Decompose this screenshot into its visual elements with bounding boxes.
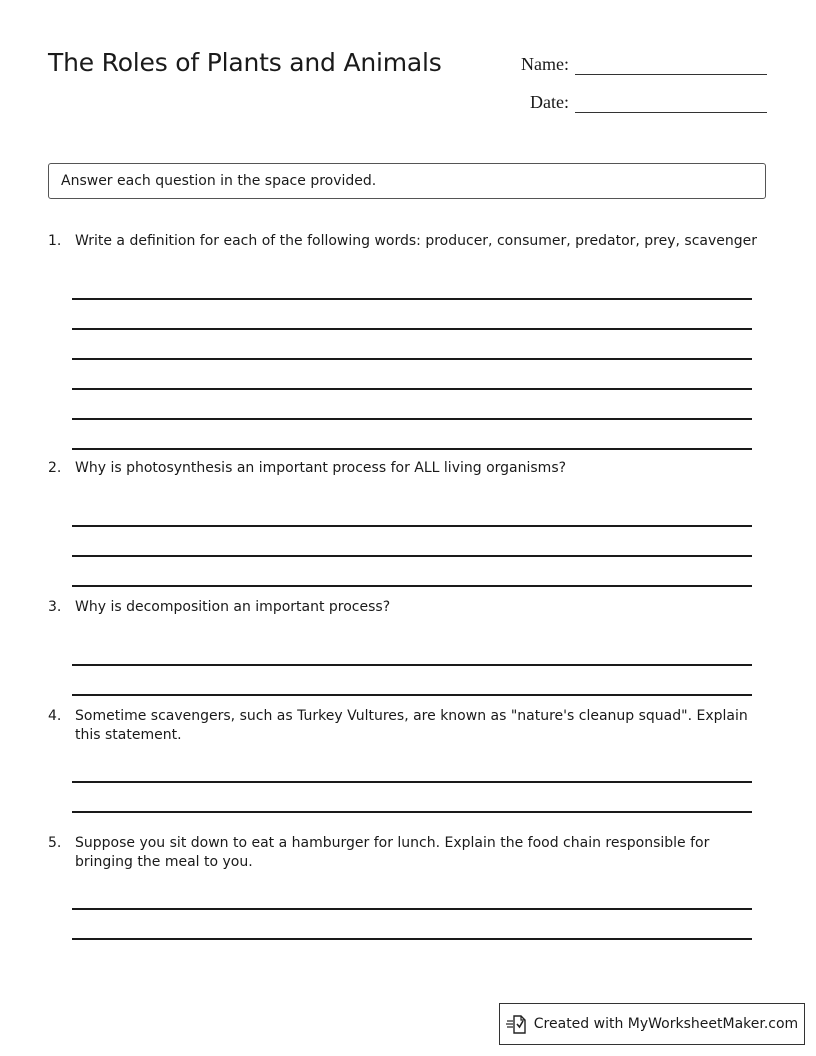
question-text: Sometime scavengers, such as Turkey Vultures, are known as "nature's cleanup squad". Explain this statement. [75,708,748,743]
page-title: The Roles of Plants and Animals [48,48,442,77]
question-3 [48,598,768,696]
name-field [509,54,767,75]
instructions-text: Answer each question in the space provided. [61,173,377,189]
answer-line[interactable] [72,557,752,587]
date-label: Date: [530,92,569,112]
question-text: Why is photosynthesis an important process for ALL living organisms? [75,460,567,476]
question-text: Write a definition for each of the following words: producer, consumer, predator, prey, scavenger [75,233,758,249]
question-number: 2. [48,460,62,476]
instructions-box [48,163,766,199]
answer-line[interactable] [72,636,752,666]
worksheet-maker-logo-icon [506,1013,528,1035]
answer-line[interactable] [72,360,752,390]
question-number: 3. [48,599,62,615]
question-text: Suppose you sit down to eat a hamburger for lunch. Explain the food chain responsible for bringing the meal to you. [75,835,710,870]
question-number: 5. [48,835,62,851]
question-4 [48,707,768,813]
question-number: 4. [48,708,62,724]
question-text: Why is decomposition an important process? [75,599,391,615]
answer-area[interactable] [72,270,752,450]
answer-line[interactable] [72,753,752,783]
name-label: Name: [521,54,569,74]
answer-line[interactable] [72,420,752,450]
footer-text: Created with MyWorksheetMaker.com [533,1016,799,1032]
answer-area[interactable] [72,636,752,696]
question-2 [48,459,768,587]
question-1 [48,232,768,450]
answer-line[interactable] [72,270,752,300]
answer-line[interactable] [72,666,752,696]
answer-area[interactable] [72,497,752,587]
footer-credit[interactable] [499,1003,805,1045]
date-field [509,92,767,113]
question-number: 1. [48,233,62,249]
question-5 [48,834,768,940]
answer-line[interactable] [72,880,752,910]
answer-line[interactable] [72,497,752,527]
answer-area[interactable] [72,880,752,940]
answer-line[interactable] [72,910,752,940]
answer-line[interactable] [72,783,752,813]
name-line[interactable] [575,54,767,75]
answer-area[interactable] [72,753,752,813]
answer-line[interactable] [72,330,752,360]
answer-line[interactable] [72,390,752,420]
date-line[interactable] [575,92,767,113]
answer-line[interactable] [72,300,752,330]
answer-line[interactable] [72,527,752,557]
